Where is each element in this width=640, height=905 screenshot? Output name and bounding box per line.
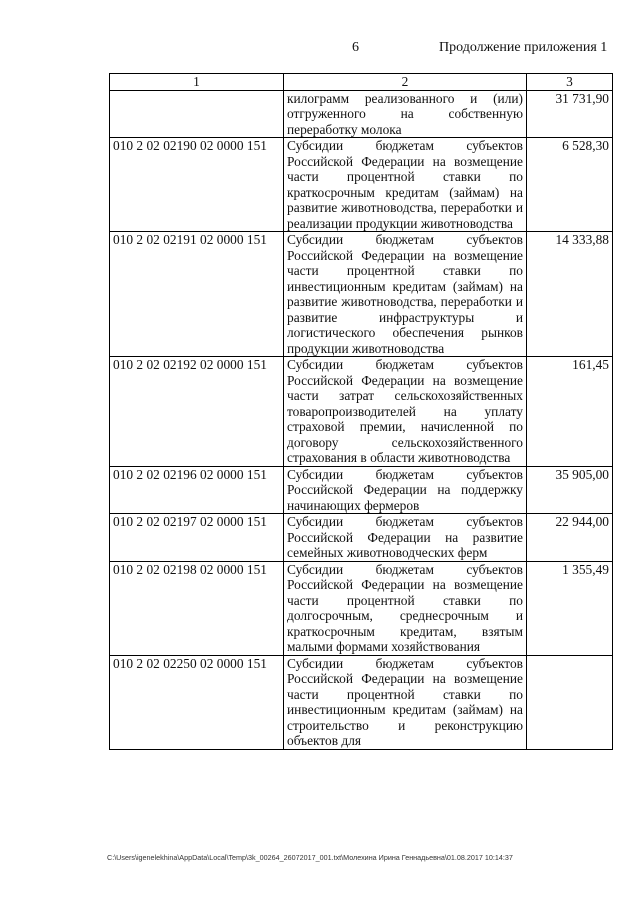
item-amount bbox=[527, 655, 613, 749]
budget-code: 010 2 02 02250 02 0000 151 bbox=[110, 655, 284, 749]
budget-code: 010 2 02 02196 02 0000 151 bbox=[110, 466, 284, 514]
column-header-1: 1 bbox=[110, 74, 284, 91]
budget-code: 010 2 02 02191 02 0000 151 bbox=[110, 232, 284, 357]
column-header-3: 3 bbox=[527, 74, 613, 91]
item-amount: 35 905,00 bbox=[527, 466, 613, 514]
budget-code bbox=[110, 90, 284, 138]
table-row bbox=[110, 655, 613, 749]
item-description: Субсидии бюджетам субъектов Российской Федерации на возмещение части процентной ставки по инвестиционным кредитам (займам) на строительство и реконструкцию объектов для bbox=[284, 655, 527, 749]
table-row bbox=[110, 514, 613, 562]
budget-code: 010 2 02 02190 02 0000 151 bbox=[110, 138, 284, 232]
continuation-label: Продолжение приложения 1 bbox=[439, 40, 608, 55]
item-description: Субсидии бюджетам субъектов Российской Федерации на возмещение части процентной ставки по долгосрочным, среднесрочным и краткосрочным кредитам, взятым малыми формами хозяйствования bbox=[284, 561, 527, 655]
item-amount: 161,45 bbox=[527, 357, 613, 467]
column-header-2: 2 bbox=[284, 74, 527, 91]
table-header-row bbox=[110, 74, 613, 91]
budget-table bbox=[109, 73, 613, 750]
item-description: Субсидии бюджетам субъектов Российской Федерации на развитие семейных животноводческих ферм bbox=[284, 514, 527, 562]
table-row bbox=[110, 466, 613, 514]
budget-code: 010 2 02 02198 02 0000 151 bbox=[110, 561, 284, 655]
table-row bbox=[110, 561, 613, 655]
budget-code: 010 2 02 02192 02 0000 151 bbox=[110, 357, 284, 467]
item-description: Субсидии бюджетам субъектов Российской Федерации на возмещение части процентной ставки по инвестиционным кредитам (займам) на развитие животноводства, переработки и развитие инфраструктуры и логистического обеспечения рынков продукции животноводства bbox=[284, 232, 527, 357]
table-row bbox=[110, 90, 613, 138]
page-number: 6 bbox=[352, 40, 359, 55]
item-amount: 6 528,30 bbox=[527, 138, 613, 232]
table-row bbox=[110, 232, 613, 357]
item-description: килограмм реализованного и (или) отгруженного на собственную переработку молока bbox=[284, 90, 527, 138]
item-description: Субсидии бюджетам субъектов Российской Федерации на возмещение части затрат сельскохозяйственных товаропроизводителей на уплату страховой премии, начисленной по договору сельскохозяйственного страхования в области животноводства bbox=[284, 357, 527, 467]
budget-code: 010 2 02 02197 02 0000 151 bbox=[110, 514, 284, 562]
item-amount: 1 355,49 bbox=[527, 561, 613, 655]
file-path-footer: C:\Users\igenelekhina\AppData\Local\Temp\3k_00264_26072017_001.txt\Молехина Ирина Геннадьевна\01.08.2017 10:14:37 bbox=[107, 853, 513, 862]
item-amount: 31 731,90 bbox=[527, 90, 613, 138]
table-row bbox=[110, 138, 613, 232]
item-description: Субсидии бюджетам субъектов Российской Федерации на возмещение части процентной ставки по краткосрочным кредитам (займам) на развитие животноводства, переработки и реализации продукции животноводства bbox=[284, 138, 527, 232]
table-row bbox=[110, 357, 613, 467]
item-amount: 22 944,00 bbox=[527, 514, 613, 562]
item-description: Субсидии бюджетам субъектов Российской Федерации на поддержку начинающих фермеров bbox=[284, 466, 527, 514]
item-amount: 14 333,88 bbox=[527, 232, 613, 357]
